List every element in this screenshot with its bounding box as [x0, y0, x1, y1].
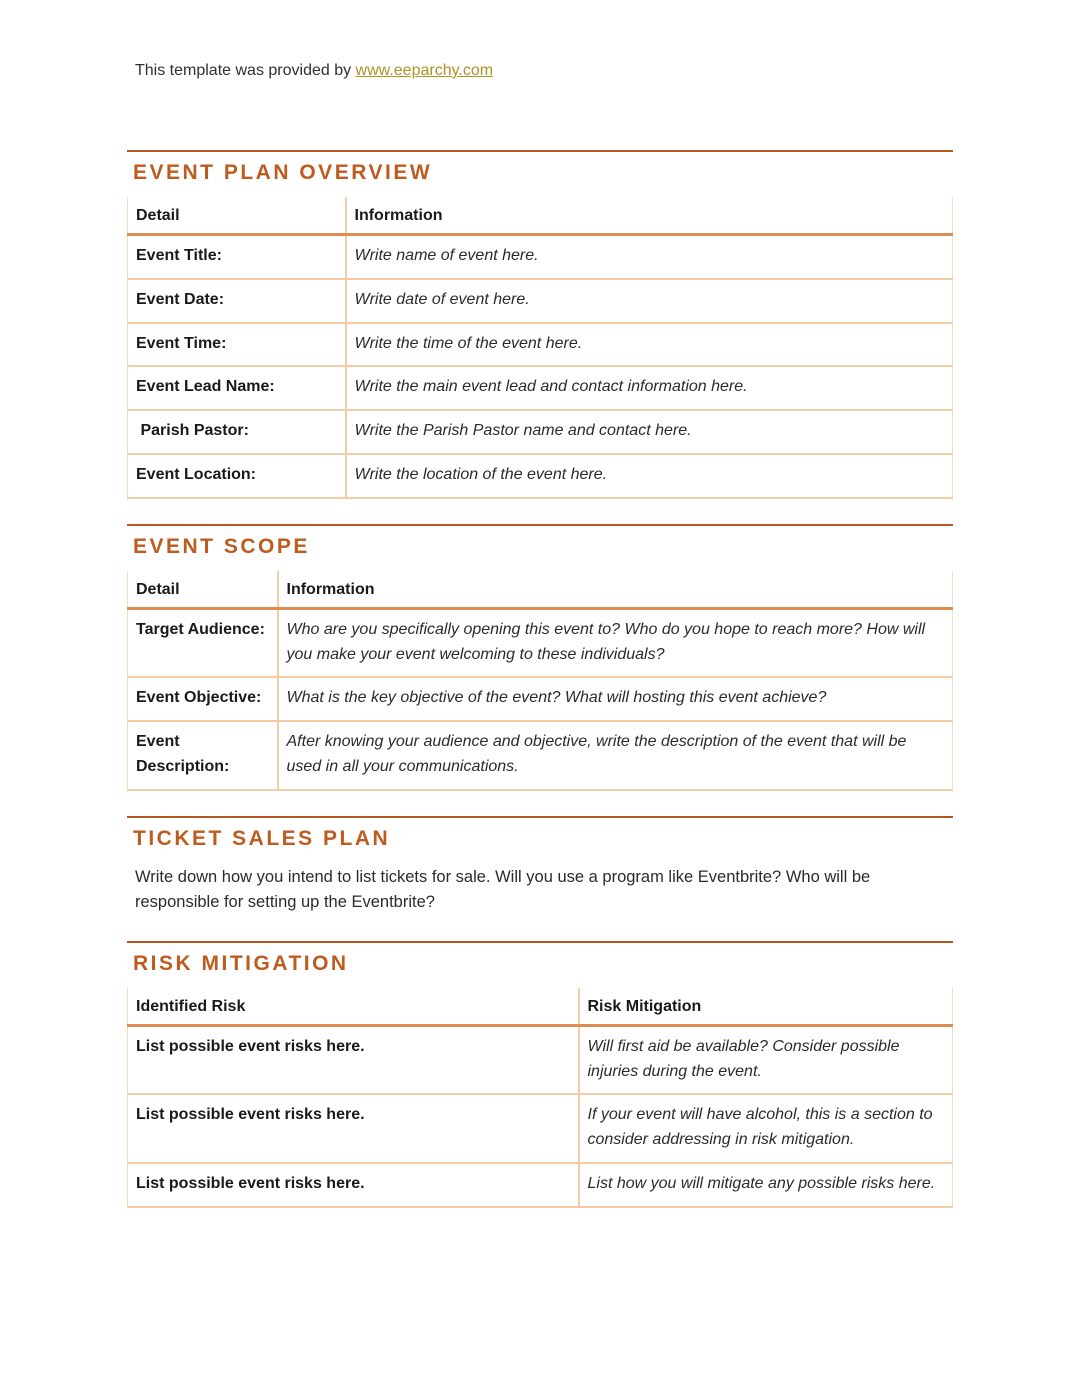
table-row — [128, 677, 953, 721]
info-cell: Who are you specifically opening this event to? Who do you hope to reach more? How will you make your event welcoming to these individuals? — [278, 608, 953, 677]
section-title-event-plan-overview: EVENT PLAN OVERVIEW — [133, 161, 433, 184]
column-header-information: Information — [278, 571, 953, 609]
mitigation-cell: List how you will mitigate any possible risks here. — [579, 1163, 953, 1207]
info-cell: Write the Parish Pastor name and contact here. — [346, 410, 953, 454]
info-cell: Write the location of the event here. — [346, 454, 953, 498]
risk-label-cell: List possible event risks here. — [128, 1163, 579, 1207]
info-cell: Write the time of the event here. — [346, 323, 953, 367]
risk-label-cell: List possible event risks here. — [128, 1094, 579, 1163]
mitigation-cell: Will first aid be available? Consider possible injuries during the event. — [579, 1025, 953, 1094]
detail-label-cell: Event Lead Name: — [128, 366, 346, 410]
detail-label-cell: Parish Pastor: — [128, 410, 346, 454]
table-header-row — [128, 988, 953, 1026]
column-header-information: Information — [346, 197, 953, 235]
table-header-row — [128, 197, 953, 235]
section-rule — [127, 816, 953, 818]
table-row — [128, 454, 953, 498]
info-cell: After knowing your audience and objective, write the description of the event that will be used in all your communications. — [278, 721, 953, 790]
section-rule — [127, 524, 953, 526]
event-plan-overview-table — [127, 197, 953, 499]
info-cell: Write date of event here. — [346, 279, 953, 323]
info-cell: Write name of event here. — [346, 235, 953, 279]
column-header-identified-risk: Identified Risk — [128, 988, 579, 1026]
table-row — [128, 721, 953, 790]
table-row — [128, 608, 953, 677]
info-cell: What is the key objective of the event? What will hosting this event achieve? — [278, 677, 953, 721]
risk-label-cell: List possible event risks here. — [128, 1025, 579, 1094]
section-ticket-sales-plan — [127, 816, 953, 916]
detail-label-cell: Event Date: — [128, 279, 346, 323]
table-header-row — [128, 571, 953, 609]
provider-note — [127, 62, 953, 80]
detail-label-cell: Event Location: — [128, 454, 346, 498]
section-event-plan-overview — [127, 150, 953, 499]
provider-link[interactable]: www.eeparchy.com — [355, 62, 494, 79]
detail-label-cell: Event Time: — [128, 323, 346, 367]
risk-mitigation-table — [127, 988, 953, 1208]
table-row — [128, 410, 953, 454]
column-header-detail: Detail — [128, 571, 278, 609]
mitigation-cell: If your event will have alcohol, this is a section to consider addressing in risk mitigation. — [579, 1094, 953, 1163]
section-rule — [127, 941, 953, 943]
section-title-event-scope: EVENT SCOPE — [133, 534, 310, 558]
table-row — [128, 1094, 953, 1163]
info-cell: Write the main event lead and contact information here. — [346, 366, 953, 410]
section-title-risk-mitigation: RISK MITIGATION — [133, 951, 349, 975]
table-row — [128, 366, 953, 410]
table-row — [128, 323, 953, 367]
table-row — [128, 1163, 953, 1207]
ticket-sales-paragraph: Write down how you intend to list tickets for sale. Will you use a program like Eventbrite? Who will be responsible for setting up the Eventbrite? — [135, 867, 871, 912]
column-header-risk-mitigation: Risk Mitigation — [579, 988, 953, 1026]
column-header-detail: Detail — [128, 197, 346, 235]
section-rule — [127, 150, 953, 152]
section-title-ticket-sales-plan: TICKET SALES PLAN — [133, 826, 391, 850]
detail-label-cell: Target Audience: — [128, 608, 278, 677]
section-event-scope — [127, 524, 953, 791]
table-row — [128, 279, 953, 323]
provider-text: This template was provided by — [135, 62, 356, 79]
section-risk-mitigation — [127, 941, 953, 1208]
detail-label-cell: Event Description: — [128, 721, 278, 790]
table-row — [128, 235, 953, 279]
table-row — [128, 1025, 953, 1094]
detail-label-cell: Event Objective: — [128, 677, 278, 721]
detail-label-cell: Event Title: — [128, 235, 346, 279]
event-scope-table — [127, 571, 953, 791]
